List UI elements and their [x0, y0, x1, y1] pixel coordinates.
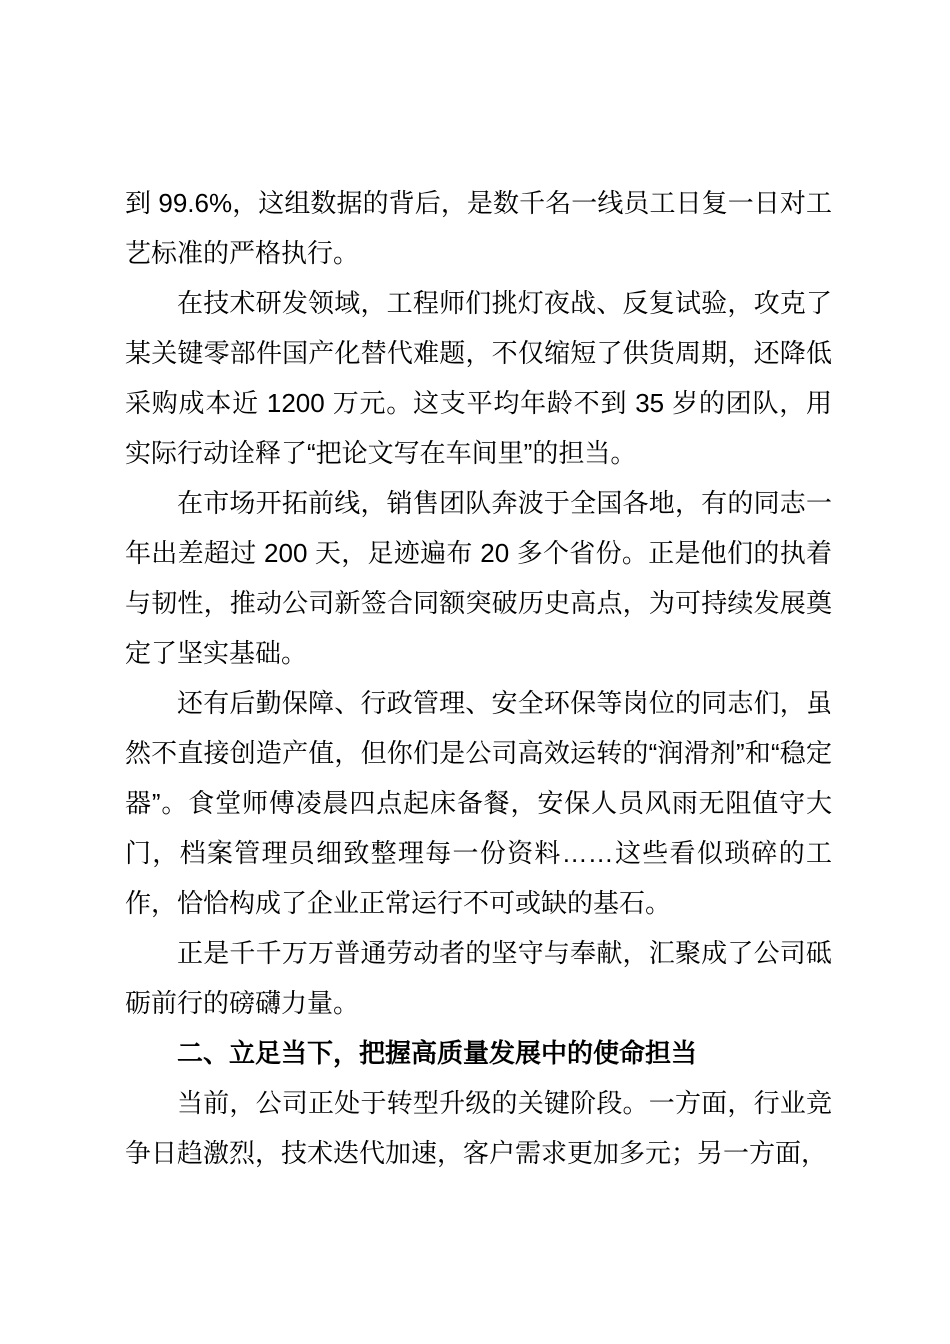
paragraph-workers-tribute: 正是千千万万普通劳动者的坚守与奉献，汇聚成了公司砥砺前行的磅礴力量。 — [125, 938, 832, 1018]
paragraph-current-stage: 当前，公司正处于转型升级的关键阶段。一方面，行业竞争日趋激烈，技术迭代加速，客户需求更加多元；另一方面， — [125, 1088, 832, 1168]
paragraph-continuation: 到 99.6%，这组数据的背后，是数千名一线员工日复一日对工艺标准的严格执行。 — [125, 188, 832, 268]
paragraph-tech-rd: 在技术研发领域，工程师们挑灯夜战、反复试验，攻克了某关键零部件国产化替代难题，不仅缩短了供货周期，还降低采购成本近 1200 万元。这支平均年龄不到 35 岁的团队，用实际行动诠释了“把论文写在车间里”的担当。 — [125, 288, 832, 468]
paragraph-support-staff: 还有后勤保障、行政管理、安全环保等岗位的同志们，虽然不直接创造产值，但你们是公司高效运转的“润滑剂”和“稳定器”。食堂师傅凌晨四点起床备餐，安保人员风雨无阻值守大门，档案管理员细致整理每一份资料……这些看似琐碎的工作，恰恰构成了企业正常运行不可或缺的基石。 — [125, 688, 832, 918]
paragraph-sales: 在市场开拓前线，销售团队奔波于全国各地，有的同志一年出差超过 200 天，足迹遍布 20 多个省份。正是他们的执着与韧性，推动公司新签合同额突破历史高点，为可持续发展奠定了坚实基础。 — [125, 488, 832, 668]
section-heading: 二、立足当下，把握高质量发展中的使命担当 — [177, 1038, 698, 1068]
document-text-block — [125, 178, 832, 1178]
